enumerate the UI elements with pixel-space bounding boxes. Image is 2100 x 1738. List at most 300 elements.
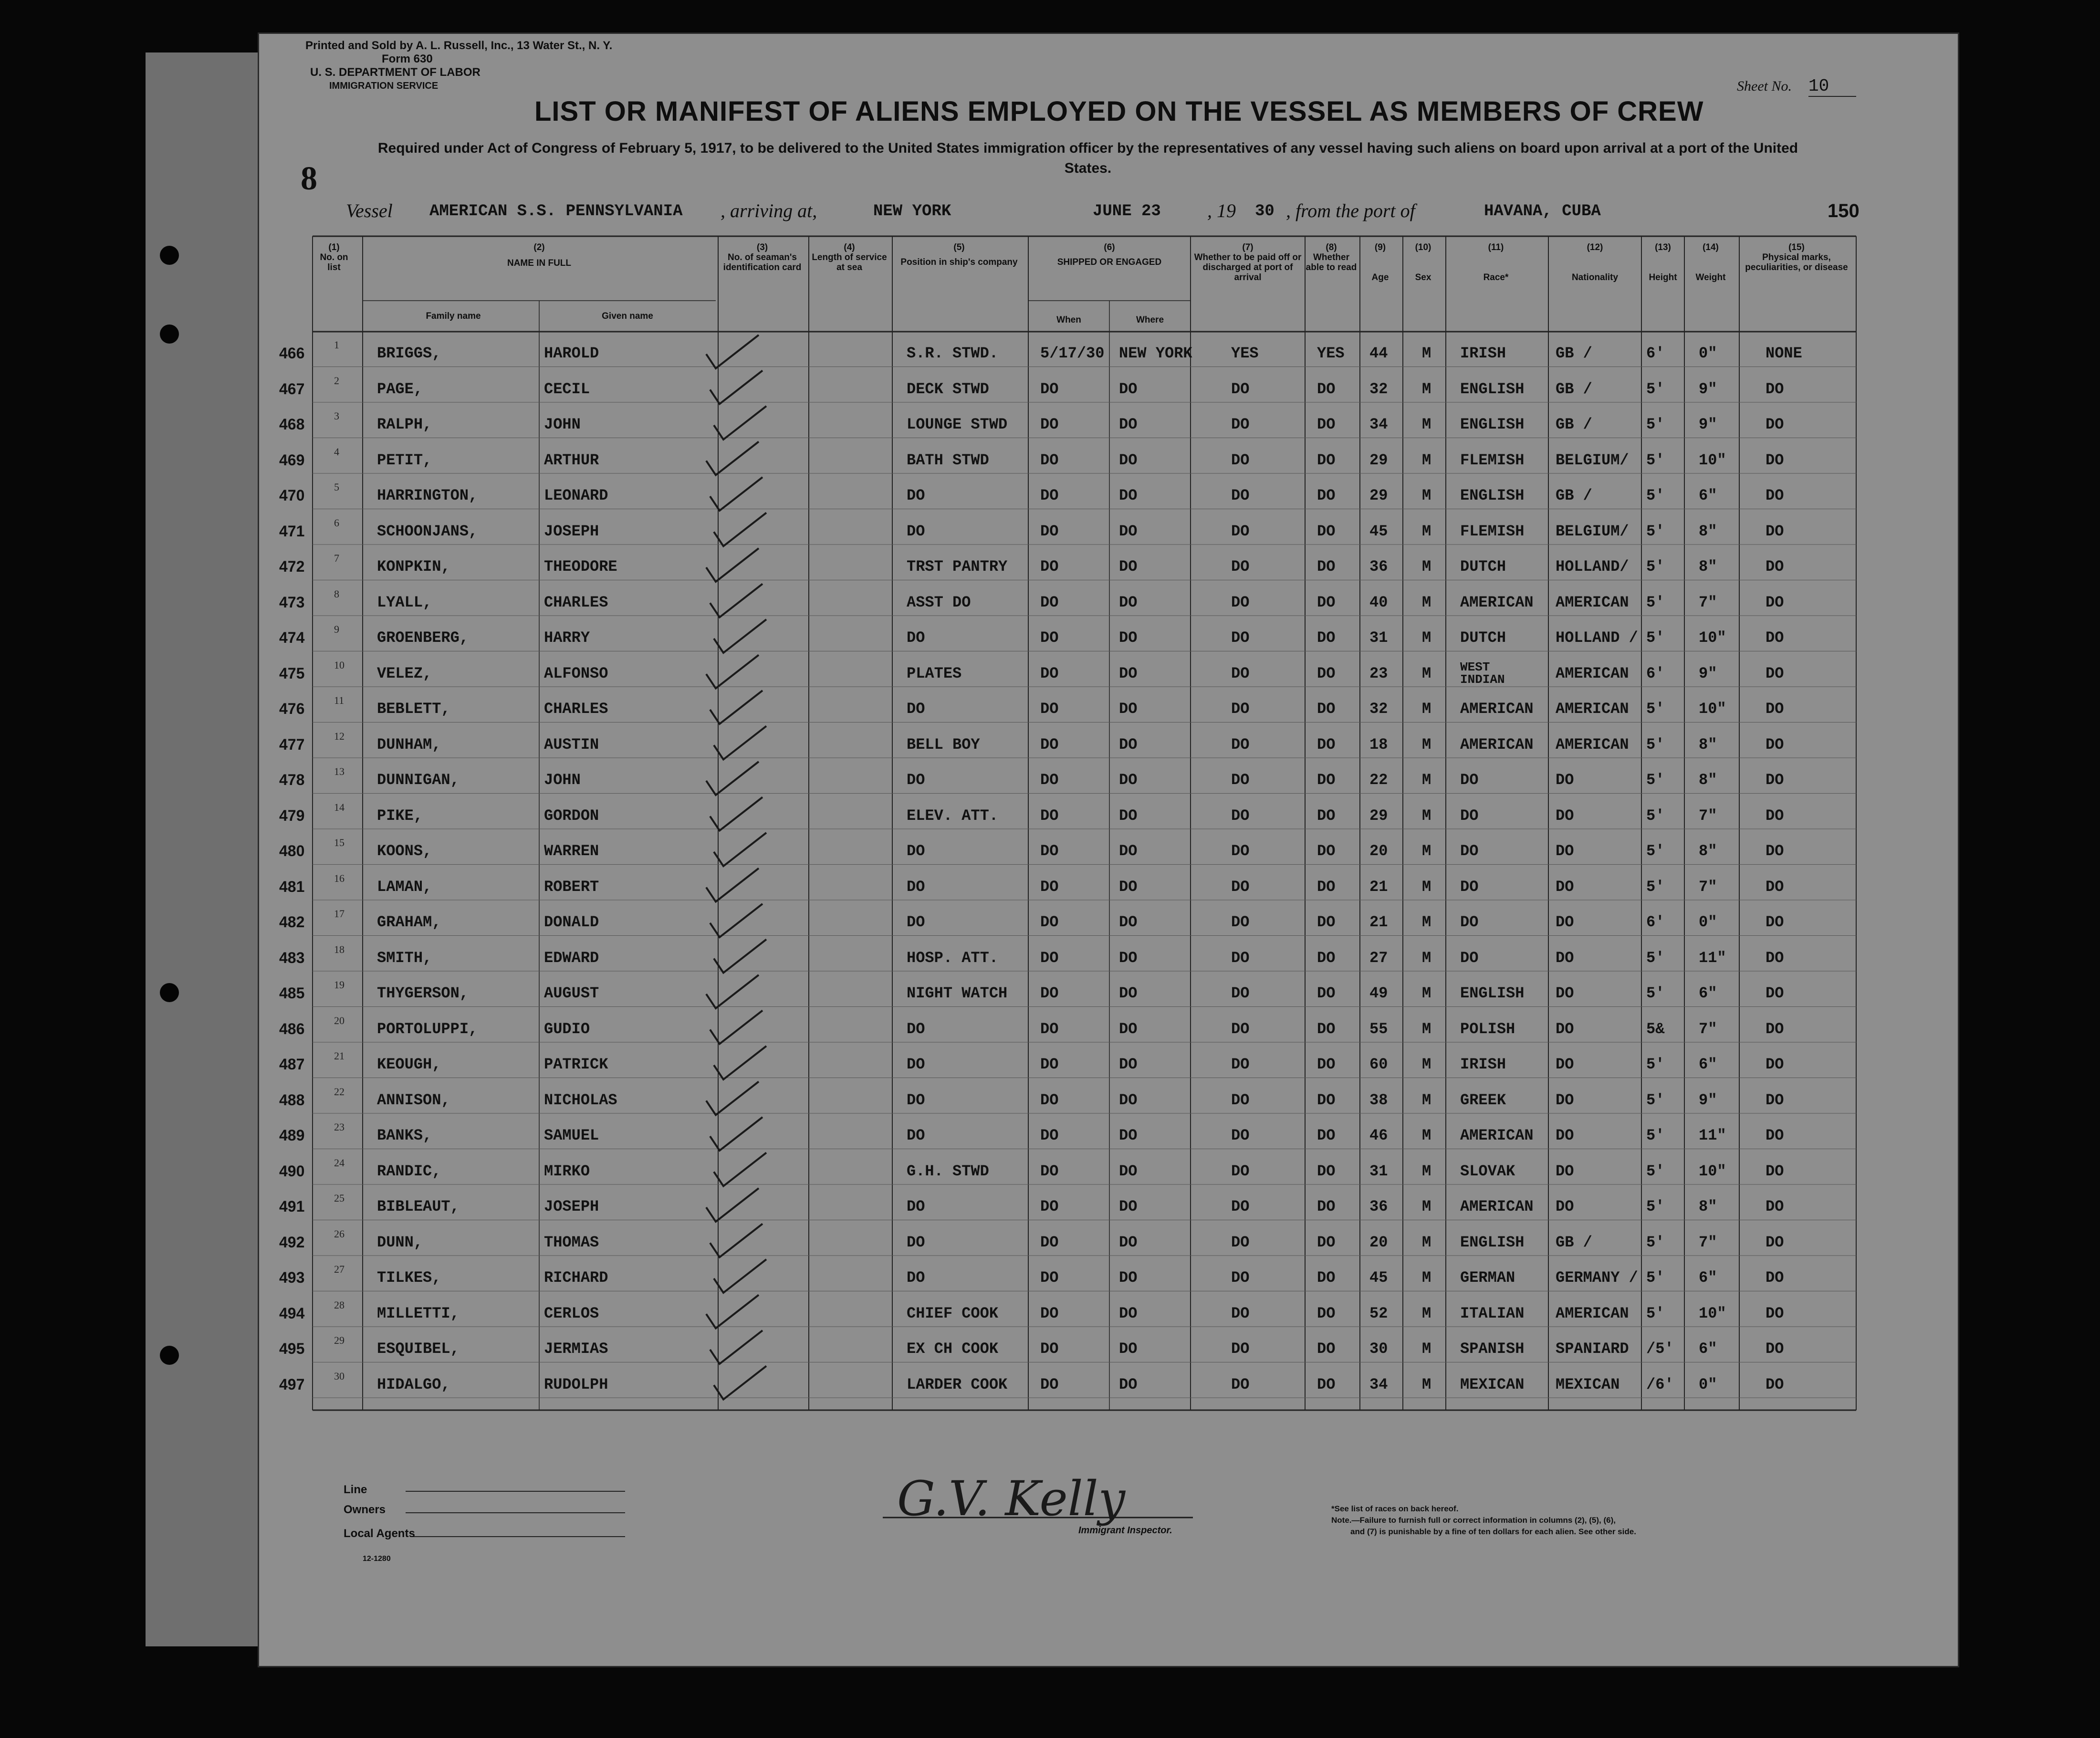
col6a-header: When bbox=[1056, 315, 1081, 325]
given-name: JOHN bbox=[544, 416, 581, 433]
position: ASST DO bbox=[907, 593, 971, 611]
given-name: JOSEPH bbox=[544, 1198, 599, 1215]
race: DUTCH bbox=[1460, 558, 1506, 576]
height: 5' bbox=[1646, 1304, 1665, 1322]
given-name: CECIL bbox=[544, 380, 590, 398]
position: DO bbox=[907, 700, 925, 718]
height: 5' bbox=[1646, 949, 1665, 967]
line-number: 26 bbox=[334, 1227, 345, 1240]
nationality: GERMANY / bbox=[1556, 1269, 1638, 1287]
form-code: 12-1280 bbox=[363, 1555, 391, 1563]
year-prefix: , 19 bbox=[1207, 200, 1236, 221]
height: 6' bbox=[1646, 345, 1665, 362]
paid-off: DO bbox=[1231, 1127, 1250, 1144]
line-number: 23 bbox=[334, 1121, 345, 1133]
weight: 9" bbox=[1699, 1091, 1717, 1109]
given-name: MIRKO bbox=[544, 1162, 590, 1180]
shipped-where: DO bbox=[1119, 1162, 1138, 1180]
family-name: DUNNIGAN, bbox=[377, 771, 460, 789]
physical-marks: DO bbox=[1766, 700, 1784, 718]
height: /5' bbox=[1646, 1340, 1674, 1358]
nationality: GB / bbox=[1556, 416, 1592, 433]
able-to-read: YES bbox=[1317, 345, 1345, 362]
sex: M bbox=[1422, 664, 1431, 682]
race: GREEK bbox=[1460, 1091, 1506, 1109]
able-to-read: DO bbox=[1317, 842, 1336, 860]
shipped-when: 5/17/30 bbox=[1040, 345, 1105, 362]
able-to-read: DO bbox=[1317, 664, 1336, 682]
weight: 7" bbox=[1699, 593, 1717, 611]
shipped-when: DO bbox=[1040, 1091, 1059, 1109]
shipped-where: DO bbox=[1119, 1340, 1138, 1358]
col-number: (15) bbox=[1788, 242, 1805, 252]
paid-off: DO bbox=[1231, 380, 1250, 398]
printer-line-2: Form 630 bbox=[382, 52, 433, 65]
race: DO bbox=[1460, 771, 1479, 789]
family-name: BANKS, bbox=[377, 1127, 432, 1144]
margin-number: 476 bbox=[279, 700, 305, 717]
sex: M bbox=[1422, 345, 1431, 362]
col-label: Race* bbox=[1483, 272, 1509, 283]
nationality: AMERICAN bbox=[1556, 735, 1629, 754]
family-name: TILKES, bbox=[377, 1269, 441, 1287]
margin-number: 497 bbox=[279, 1375, 305, 1393]
col-number: (13) bbox=[1655, 242, 1671, 252]
able-to-read: DO bbox=[1317, 1056, 1336, 1073]
race: FLEMISH bbox=[1460, 451, 1525, 469]
paid-off: DO bbox=[1231, 771, 1250, 789]
weight: 6" bbox=[1699, 1269, 1717, 1287]
age: 31 bbox=[1369, 1162, 1388, 1180]
nationality: DO bbox=[1556, 913, 1574, 931]
race: DO bbox=[1460, 949, 1479, 967]
line-number: 7 bbox=[334, 552, 339, 564]
from-label: , from the port of bbox=[1286, 200, 1415, 221]
page-subtitle: Required under Act of Congress of February 5, 1917, to be delivered to the United States immigration officer by the representatives of any vessel having such aliens on board upon arrival at a port of the United States. bbox=[377, 140, 1798, 176]
family-name: PIKE, bbox=[377, 806, 423, 825]
age: 52 bbox=[1369, 1304, 1388, 1322]
line-number: 2 bbox=[334, 374, 339, 387]
col8-header bbox=[1305, 242, 1358, 272]
position: DO bbox=[907, 913, 925, 931]
race: ENGLISH bbox=[1460, 1233, 1525, 1251]
shipped-when: DO bbox=[1040, 522, 1059, 540]
age: 23 bbox=[1369, 664, 1388, 682]
col-label: Height bbox=[1649, 272, 1677, 283]
paid-off: DO bbox=[1231, 878, 1250, 896]
line-number: 27 bbox=[334, 1263, 345, 1275]
nationality: AMERICAN bbox=[1556, 593, 1629, 611]
nationality: AMERICAN bbox=[1556, 1304, 1629, 1322]
weight: 8" bbox=[1699, 1198, 1717, 1215]
line-number: 25 bbox=[334, 1192, 345, 1204]
age: 30 bbox=[1369, 1340, 1388, 1358]
shipped-when: DO bbox=[1040, 593, 1059, 611]
col-label: No. on list bbox=[320, 252, 348, 272]
able-to-read: DO bbox=[1317, 1340, 1336, 1358]
sheet-label: Sheet No. bbox=[1737, 78, 1792, 94]
able-to-read: DO bbox=[1317, 558, 1336, 576]
family-name: HIDALGO, bbox=[377, 1375, 450, 1393]
family-name: HARRINGTON, bbox=[377, 487, 478, 504]
line-number: 8 bbox=[334, 587, 339, 600]
margin-number: 480 bbox=[279, 842, 305, 859]
col-label: Whether able to read bbox=[1306, 252, 1357, 272]
check-mark bbox=[706, 1082, 759, 1115]
col-number: (2) bbox=[533, 242, 545, 252]
given-name: NICHOLAS bbox=[544, 1091, 617, 1109]
line-number: 3 bbox=[334, 410, 339, 422]
line-number: 14 bbox=[334, 801, 345, 813]
physical-marks: DO bbox=[1766, 771, 1784, 789]
sex: M bbox=[1422, 1304, 1431, 1322]
physical-marks: DO bbox=[1766, 1056, 1784, 1073]
age: 34 bbox=[1369, 416, 1388, 433]
shipped-when: DO bbox=[1040, 984, 1059, 1002]
line-number: 18 bbox=[334, 943, 345, 955]
page-title: LIST OR MANIFEST OF ALIENS EMPLOYED ON THE VESSEL AS MEMBERS OF CREW bbox=[534, 96, 1704, 127]
printer-line-4: IMMIGRATION SERVICE bbox=[329, 81, 439, 91]
line-number: 9 bbox=[334, 623, 339, 635]
shipped-where: NEW YORK bbox=[1119, 345, 1192, 362]
nationality: DO bbox=[1556, 1091, 1574, 1109]
position: LARDER COOK bbox=[907, 1375, 1008, 1393]
shipped-where: DO bbox=[1119, 878, 1138, 896]
col-number: (5) bbox=[953, 242, 965, 252]
shipped-where: DO bbox=[1119, 700, 1138, 718]
paid-off: DO bbox=[1231, 451, 1250, 469]
shipped-where: DO bbox=[1119, 771, 1138, 789]
race: IRISH bbox=[1460, 1056, 1506, 1073]
shipped-when: DO bbox=[1040, 806, 1059, 825]
weight: 8" bbox=[1699, 842, 1717, 860]
weight: 9" bbox=[1699, 416, 1717, 433]
col-label: Physical marks, peculiarities, or disease bbox=[1745, 252, 1848, 272]
margin-number: 485 bbox=[279, 984, 305, 1002]
able-to-read: DO bbox=[1317, 700, 1336, 718]
check-mark bbox=[714, 1046, 766, 1079]
able-to-read: DO bbox=[1317, 1269, 1336, 1287]
shipped-when: DO bbox=[1040, 1127, 1059, 1144]
margin-number: 490 bbox=[279, 1162, 305, 1180]
col6-header bbox=[1028, 242, 1191, 267]
physical-marks: DO bbox=[1766, 416, 1784, 433]
shipped-where: DO bbox=[1119, 1091, 1138, 1109]
able-to-read: DO bbox=[1317, 806, 1336, 825]
check-mark bbox=[714, 1366, 766, 1400]
sex: M bbox=[1422, 522, 1431, 540]
sex: M bbox=[1422, 380, 1431, 398]
sex: M bbox=[1422, 1020, 1431, 1038]
race: SLOVAK bbox=[1460, 1162, 1515, 1180]
sex: M bbox=[1422, 416, 1431, 433]
line-number: 16 bbox=[334, 872, 345, 884]
nationality: SPANIARD bbox=[1556, 1340, 1629, 1358]
arrival-year: 30 bbox=[1255, 202, 1275, 220]
race: MEXICAN bbox=[1460, 1375, 1525, 1393]
weight: 10" bbox=[1699, 629, 1726, 647]
sex: M bbox=[1422, 1269, 1431, 1287]
paid-off: DO bbox=[1231, 700, 1250, 718]
shipped-where: DO bbox=[1119, 984, 1138, 1002]
line-number: 21 bbox=[334, 1050, 345, 1062]
race: ENGLISH bbox=[1460, 487, 1525, 504]
age: 49 bbox=[1369, 984, 1388, 1002]
line-number: 29 bbox=[334, 1334, 345, 1346]
family-name: DUNHAM, bbox=[377, 735, 441, 754]
col-label: Nationality bbox=[1571, 272, 1619, 283]
owners-label: Owners bbox=[344, 1503, 386, 1516]
fine-note-2: and (7) is punishable by a fine of ten dollars for each alien. See other side. bbox=[1350, 1527, 1636, 1536]
weight: 10" bbox=[1699, 451, 1726, 469]
race: DO bbox=[1460, 913, 1479, 931]
age: 32 bbox=[1369, 380, 1388, 398]
family-name: ESQUIBEL, bbox=[377, 1340, 460, 1358]
col15-header bbox=[1739, 242, 1854, 272]
height: 5' bbox=[1646, 806, 1665, 825]
given-name: THEODORE bbox=[544, 558, 617, 576]
physical-marks: DO bbox=[1766, 522, 1784, 540]
nationality: HOLLAND / bbox=[1556, 629, 1638, 647]
family-name: RANDIC, bbox=[377, 1162, 441, 1180]
paid-off: DO bbox=[1231, 1269, 1250, 1287]
race: GERMAN bbox=[1460, 1269, 1515, 1287]
arriving-label: , arriving at, bbox=[721, 200, 817, 221]
family-name: SCHOONJANS, bbox=[377, 522, 478, 540]
shipped-when: DO bbox=[1040, 949, 1059, 967]
col-label: NAME IN FULL bbox=[507, 258, 572, 268]
margin-number: 481 bbox=[279, 878, 305, 895]
able-to-read: DO bbox=[1317, 416, 1336, 433]
position: CHIEF COOK bbox=[907, 1304, 999, 1322]
physical-marks: DO bbox=[1766, 913, 1784, 931]
weight: 9" bbox=[1699, 664, 1717, 682]
shipped-when: DO bbox=[1040, 1375, 1059, 1393]
race: FLEMISH bbox=[1460, 522, 1525, 540]
height: 5' bbox=[1646, 487, 1665, 504]
race: POLISH bbox=[1460, 1020, 1515, 1038]
given-name: JOSEPH bbox=[544, 522, 599, 540]
col-number: (8) bbox=[1326, 242, 1337, 252]
vessel-name: AMERICAN S.S. PENNSYLVANIA bbox=[429, 202, 683, 220]
position: NIGHT WATCH bbox=[907, 984, 1008, 1002]
position: G.H. STWD bbox=[907, 1162, 989, 1180]
margin-number: 8 bbox=[301, 160, 317, 197]
height: 5' bbox=[1646, 984, 1665, 1002]
col2a-header: Family name bbox=[426, 311, 481, 321]
physical-marks: DO bbox=[1766, 1304, 1784, 1322]
check-mark bbox=[706, 548, 759, 582]
nationality: DO bbox=[1556, 878, 1574, 896]
physical-marks: DO bbox=[1766, 842, 1784, 860]
able-to-read: DO bbox=[1317, 380, 1336, 398]
position: DO bbox=[907, 1269, 925, 1287]
physical-marks: DO bbox=[1766, 1269, 1784, 1287]
shipped-where: DO bbox=[1119, 522, 1138, 540]
race: DO bbox=[1460, 878, 1479, 896]
age: 36 bbox=[1369, 558, 1388, 576]
physical-marks: DO bbox=[1766, 878, 1784, 896]
shipped-where: DO bbox=[1119, 735, 1138, 754]
vessel-label: Vessel bbox=[346, 200, 393, 221]
height: 5& bbox=[1646, 1020, 1665, 1038]
col7-header bbox=[1193, 242, 1303, 283]
col13-header bbox=[1641, 242, 1684, 283]
given-name: GUDIO bbox=[544, 1020, 590, 1038]
col-number: (6) bbox=[1104, 242, 1115, 252]
sex: M bbox=[1422, 806, 1431, 825]
height: 5' bbox=[1646, 629, 1665, 647]
margin-number: 473 bbox=[279, 593, 305, 611]
line-number: 13 bbox=[334, 765, 345, 777]
line-number: 12 bbox=[334, 730, 345, 742]
margin-number: 467 bbox=[279, 380, 305, 398]
family-name: LYALL, bbox=[377, 593, 432, 611]
shipped-when: DO bbox=[1040, 451, 1059, 469]
able-to-read: DO bbox=[1317, 913, 1336, 931]
age: 46 bbox=[1369, 1127, 1388, 1144]
weight: 9" bbox=[1699, 380, 1717, 398]
height: 6' bbox=[1646, 913, 1665, 931]
paid-off: DO bbox=[1231, 735, 1250, 754]
sex: M bbox=[1422, 1375, 1431, 1393]
local-agents-label: Local Agents bbox=[344, 1527, 415, 1540]
position: DO bbox=[907, 522, 925, 540]
line-number: 1 bbox=[334, 339, 339, 351]
sex: M bbox=[1422, 629, 1431, 647]
nationality: GB / bbox=[1556, 380, 1592, 398]
weight: 10" bbox=[1699, 1304, 1726, 1322]
col-number: (4) bbox=[844, 242, 855, 252]
shipped-when: DO bbox=[1040, 664, 1059, 682]
col1-header bbox=[315, 242, 353, 272]
shipped-when: DO bbox=[1040, 1198, 1059, 1215]
sex: M bbox=[1422, 558, 1431, 576]
sheet-number: 10 bbox=[1808, 76, 1856, 97]
race: DO bbox=[1460, 806, 1479, 825]
paid-off: DO bbox=[1231, 1020, 1250, 1038]
age: 55 bbox=[1369, 1020, 1388, 1038]
position: ELEV. ATT. bbox=[907, 806, 999, 825]
age: 38 bbox=[1369, 1091, 1388, 1109]
margin-number: 493 bbox=[279, 1269, 305, 1286]
physical-marks: DO bbox=[1766, 1375, 1784, 1393]
able-to-read: DO bbox=[1317, 1375, 1336, 1393]
given-name: CERLOS bbox=[544, 1304, 599, 1322]
nationality: AMERICAN bbox=[1556, 664, 1629, 682]
margin-number: 478 bbox=[279, 771, 305, 788]
nationality: GB / bbox=[1556, 487, 1592, 504]
nationality: GB / bbox=[1556, 1233, 1592, 1251]
paid-off: DO bbox=[1231, 913, 1250, 931]
shipped-where: DO bbox=[1119, 487, 1138, 504]
position: DO bbox=[907, 842, 925, 860]
paid-off: DO bbox=[1231, 522, 1250, 540]
age: 21 bbox=[1369, 878, 1388, 896]
shipped-when: DO bbox=[1040, 735, 1059, 754]
nationality: MEXICAN bbox=[1556, 1375, 1620, 1393]
shipped-where: DO bbox=[1119, 1127, 1138, 1144]
shipped-where: DO bbox=[1119, 1269, 1138, 1287]
family-name: GRAHAM, bbox=[377, 913, 441, 931]
paid-off: DO bbox=[1231, 806, 1250, 825]
race: ENGLISH bbox=[1460, 416, 1525, 433]
col5-header bbox=[892, 242, 1026, 267]
position: DO bbox=[907, 878, 925, 896]
shipped-where: DO bbox=[1119, 1375, 1138, 1393]
margin-number: 466 bbox=[279, 345, 305, 362]
margin-number: 479 bbox=[279, 806, 305, 824]
physical-marks: DO bbox=[1766, 487, 1784, 504]
shipped-when: DO bbox=[1040, 416, 1059, 433]
nationality: BELGIUM/ bbox=[1556, 522, 1629, 540]
height: 5' bbox=[1646, 1056, 1665, 1073]
age: 29 bbox=[1369, 487, 1388, 504]
given-name: CHARLES bbox=[544, 700, 608, 718]
able-to-read: DO bbox=[1317, 1162, 1336, 1180]
given-name: JOHN bbox=[544, 771, 581, 789]
shipped-where: DO bbox=[1119, 1304, 1138, 1322]
shipped-when: DO bbox=[1040, 771, 1059, 789]
position: DECK STWD bbox=[907, 380, 989, 398]
physical-marks: DO bbox=[1766, 593, 1784, 611]
shipped-where: DO bbox=[1119, 1233, 1138, 1251]
race: AMERICAN bbox=[1460, 735, 1534, 754]
col6b-header: Where bbox=[1136, 315, 1164, 325]
check-mark bbox=[714, 619, 766, 653]
physical-marks: DO bbox=[1766, 1162, 1784, 1180]
position: EX CH COOK bbox=[907, 1340, 999, 1358]
shipped-when: DO bbox=[1040, 913, 1059, 931]
weight: 0" bbox=[1699, 1375, 1717, 1393]
race: SPANISH bbox=[1460, 1340, 1525, 1358]
able-to-read: DO bbox=[1317, 1020, 1336, 1038]
physical-marks: DO bbox=[1766, 629, 1784, 647]
able-to-read: DO bbox=[1317, 451, 1336, 469]
given-name: RUDOLPH bbox=[544, 1375, 608, 1393]
able-to-read: DO bbox=[1317, 949, 1336, 967]
position: DO bbox=[907, 1198, 925, 1215]
physical-marks: DO bbox=[1766, 664, 1784, 682]
age: 20 bbox=[1369, 1233, 1388, 1251]
paid-off: DO bbox=[1231, 1375, 1250, 1393]
race: DUTCH bbox=[1460, 629, 1506, 647]
margin-number: 482 bbox=[279, 913, 305, 931]
family-name: LAMAN, bbox=[377, 878, 432, 896]
weight: 10" bbox=[1699, 1162, 1726, 1180]
height: 5' bbox=[1646, 1091, 1665, 1109]
nationality: DO bbox=[1556, 984, 1574, 1002]
line-number: 17 bbox=[334, 908, 345, 920]
height: 6' bbox=[1646, 664, 1665, 682]
age: 34 bbox=[1369, 1375, 1388, 1393]
position: DO bbox=[907, 1233, 925, 1251]
shipped-where: DO bbox=[1119, 949, 1138, 967]
family-name: PETIT, bbox=[377, 451, 432, 469]
col9-header bbox=[1360, 242, 1400, 283]
family-name: BIBLEAUT, bbox=[377, 1198, 460, 1215]
weight: 7" bbox=[1699, 1020, 1717, 1038]
col-label: Age bbox=[1371, 272, 1389, 283]
shipped-when: DO bbox=[1040, 842, 1059, 860]
physical-marks: DO bbox=[1766, 1233, 1784, 1251]
family-name: PAGE, bbox=[377, 380, 423, 398]
check-mark bbox=[714, 513, 766, 546]
from-port: HAVANA, CUBA bbox=[1484, 202, 1601, 220]
race: AMERICAN bbox=[1460, 1127, 1534, 1144]
paid-off: DO bbox=[1231, 487, 1250, 504]
margin-number: 492 bbox=[279, 1233, 305, 1251]
